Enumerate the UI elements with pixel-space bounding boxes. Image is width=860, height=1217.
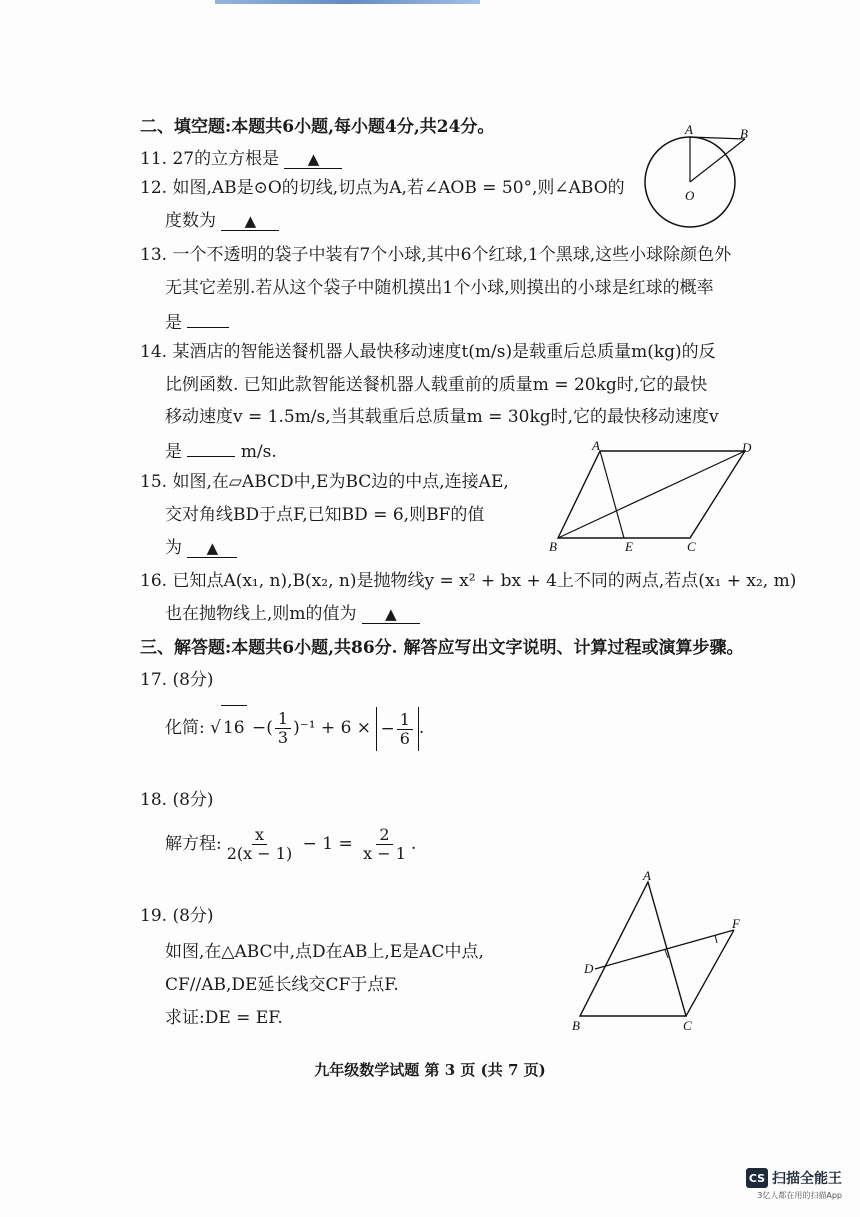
question-14-line2: 比例函数. 已知此款智能送餐机器人载重前的质量m = 20kg时,它的最快 xyxy=(165,375,708,395)
q15-answer-blank: ▲ xyxy=(187,539,237,558)
question-14-line4 xyxy=(165,438,277,463)
question-12-line1: 12. 如图,AB是⊙O的切线,切点为A,若∠AOB = 50°,则∠ABO的 xyxy=(140,178,625,198)
q14-answer-blank xyxy=(187,438,235,457)
question-16-line2 xyxy=(165,603,420,625)
q13-text: 是 xyxy=(165,313,182,333)
q12-text: 度数为 xyxy=(165,211,216,231)
question-17-expression xyxy=(165,705,424,749)
question-13-line2: 无其它差别.若从这个袋子中随机摸出1个小球,则摸出的小球是红球的概率 xyxy=(165,278,714,298)
watermark-subtitle: 3亿人都在用的扫描App xyxy=(757,1191,842,1200)
watermark-name: 扫描全能王 xyxy=(772,1171,842,1187)
q15-figure xyxy=(540,438,760,558)
q14-text-b: m/s. xyxy=(240,442,277,462)
question-14-line3: 移动速度v = 1.5m/s,当其载重后总质量m = 30kg时,它的最快移动速度v xyxy=(165,407,719,427)
q14-text-a: 是 xyxy=(165,442,182,462)
question-13-line1: 13. 一个不透明的袋子中装有7个小球,其中6个红球,1个黑球,这些小球除颜色外 xyxy=(140,245,732,265)
q17-minus-paren: −( xyxy=(252,718,273,738)
q19-label-A: A xyxy=(643,870,651,883)
question-15-line1: 15. 如图,在▱ABCD中,E为BC边的中点,连接AE, xyxy=(140,472,509,492)
q19-label-C: C xyxy=(683,1018,692,1033)
q18-end: . xyxy=(410,834,417,854)
q18-f1-num: x xyxy=(252,826,267,845)
q17-prefix: 化简: xyxy=(165,718,205,738)
scan-edge-mark xyxy=(215,0,480,4)
question-13-line3 xyxy=(165,309,229,334)
q18-prefix: 解方程: xyxy=(165,834,222,854)
question-14-line1: 14. 某酒店的智能送餐机器人最快移动速度t(m/s)是载重后总质量m(kg)的反 xyxy=(140,342,716,362)
q15-text: 为 xyxy=(165,538,182,558)
page-footer: 九年级数学试题 第 3 页 (共 7 页) xyxy=(314,1061,546,1079)
q17-absolute-value xyxy=(376,707,418,751)
q19-label-D: D xyxy=(584,961,594,976)
q18-f2-num: 2 xyxy=(376,826,392,845)
question-15-line2: 交对角线BD于点F,已知BD = 6,则BF的值 xyxy=(165,505,485,525)
q17-abs-minus: − xyxy=(380,718,395,739)
q16-text: 也在抛物线上,则m的值为 xyxy=(165,604,357,624)
q19-figure xyxy=(562,870,752,1040)
q17-power: )⁻¹ + 6 × xyxy=(293,718,372,738)
question-19-line2: CF//AB,DE延长线交CF于点F. xyxy=(165,975,399,995)
q15-label-A: A xyxy=(592,438,600,453)
q16-answer-blank: ▲ xyxy=(362,605,420,624)
q15-label-C: C xyxy=(687,539,696,554)
q18-mid: − 1 = xyxy=(302,834,353,854)
q17-fraction-1 xyxy=(275,710,291,747)
sqrt-sign: √ xyxy=(210,718,221,738)
q13-answer-blank xyxy=(187,309,229,328)
q17-f2-num: 1 xyxy=(397,711,413,730)
q11-answer-blank: ▲ xyxy=(284,150,342,169)
q12-label-A: A xyxy=(685,122,693,137)
q12-figure xyxy=(640,122,760,234)
q18-fraction-2 xyxy=(360,826,409,863)
q17-end: . xyxy=(418,718,425,738)
scanner-watermark xyxy=(746,1168,842,1201)
q18-fraction-1 xyxy=(224,826,295,863)
q17-f2-den: 6 xyxy=(399,728,410,748)
section-2-title: 二、填空题:本题共6小题,每小题4分,共24分。 xyxy=(140,117,495,137)
q12-answer-blank: ▲ xyxy=(221,212,279,231)
q12-label-O: O xyxy=(685,188,695,203)
question-12-line2 xyxy=(165,210,279,232)
q17-fraction-2 xyxy=(397,711,413,748)
q15-label-D: D xyxy=(742,440,752,455)
q17-f1-den: 3 xyxy=(277,728,289,747)
q17-f1-num: 1 xyxy=(275,710,291,729)
section-3-title: 三、解答题:本题共6小题,共86分. 解答应写出文字说明、计算过程或演算步骤。 xyxy=(140,638,744,658)
question-18-equation xyxy=(165,822,416,866)
q19-label-F: F xyxy=(732,916,740,931)
question-19-line1: 如图,在△ABC中,点D在AB上,E是AC中点, xyxy=(165,942,484,962)
question-17-head: 17. (8分) xyxy=(140,670,214,690)
q17-sqrt-arg: 16 xyxy=(221,705,247,750)
camscanner-logo-icon: CS xyxy=(746,1168,768,1188)
question-11 xyxy=(140,148,342,170)
q18-f2-den: x − 1 xyxy=(363,844,406,863)
q15-label-E: E xyxy=(625,539,633,554)
question-19-line3: 求证:DE = EF. xyxy=(165,1008,283,1028)
q12-label-B: B xyxy=(740,126,748,141)
question-19-head: 19. (8分) xyxy=(140,906,214,926)
question-18-head: 18. (8分) xyxy=(140,790,214,810)
q19-label-B: B xyxy=(572,1018,580,1033)
q18-f1-den: 2(x − 1) xyxy=(226,844,293,863)
q15-label-B: B xyxy=(549,539,557,554)
question-16-line1: 16. 已知点A(x₁, n),B(x₂, n)是抛物线y = x² + bx + 4上不同的两点,若点(x₁ + x₂, m) xyxy=(140,571,797,591)
question-15-line3 xyxy=(165,537,237,559)
q11-text: 11. 27的立方根是 xyxy=(140,149,280,169)
